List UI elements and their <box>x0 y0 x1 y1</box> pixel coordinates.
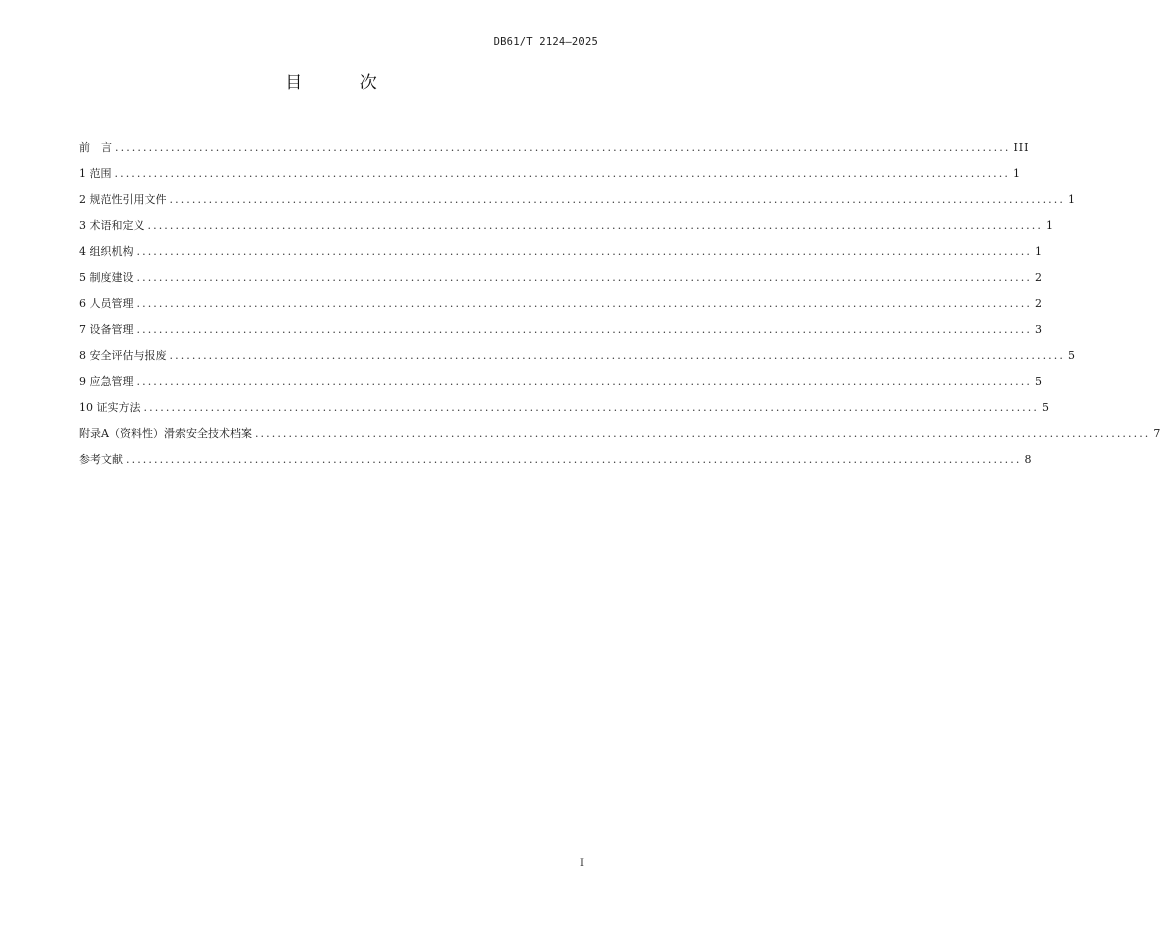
toc-entry-label: 前 言 <box>79 141 112 154</box>
dot-leader: ................................................................................................................................................................ <box>115 141 1011 154</box>
toc-entry-terms-definitions[interactable] <box>79 218 1054 244</box>
dot-leader: ................................................................................................................................................................ <box>136 297 1032 310</box>
toc-entry-label: 参考文献 <box>79 453 123 466</box>
toc-entry-page: 1 <box>1034 245 1043 258</box>
table-of-contents <box>79 140 1161 478</box>
dot-leader: ................................................................................................................................................................ <box>126 453 1022 466</box>
toc-entry-page: 8 <box>1024 453 1033 466</box>
toc-entry-page: 1 <box>1012 167 1021 180</box>
toc-entry-foreword[interactable] <box>79 140 1030 166</box>
toc-entry-label: 7 设备管理 <box>79 323 134 336</box>
toc-entry-page: 2 <box>1034 297 1043 310</box>
dot-leader: ................................................................................................................................................................ <box>147 219 1043 232</box>
dot-leader: ................................................................................................................................................................ <box>114 167 1010 180</box>
toc-entry-label: 3 术语和定义 <box>79 219 145 232</box>
toc-entry-page: 5 <box>1067 349 1076 362</box>
page-number: I <box>580 858 584 869</box>
toc-entry-system-building[interactable] <box>79 270 1043 296</box>
toc-entry-bibliography[interactable] <box>79 452 1033 478</box>
toc-entry-label: 6 人员管理 <box>79 297 134 310</box>
dot-leader: ................................................................................................................................................................ <box>143 401 1039 414</box>
toc-entry-label: 1 范围 <box>79 167 112 180</box>
toc-entry-page: 1 <box>1045 219 1054 232</box>
toc-entry-normative-references[interactable] <box>79 192 1076 218</box>
toc-entry-personnel[interactable] <box>79 296 1043 322</box>
dot-leader: ................................................................................................................................................................ <box>136 323 1032 336</box>
toc-entry-label: 5 制度建设 <box>79 271 134 284</box>
toc-entry-label: 4 组织机构 <box>79 245 134 258</box>
toc-entry-label: 2 规范性引用文件 <box>79 193 167 206</box>
toc-entry-page: 1 <box>1067 193 1076 206</box>
toc-entry-label: 9 应急管理 <box>79 375 134 388</box>
toc-entry-label: 8 安全评估与报废 <box>79 349 167 362</box>
dot-leader: ................................................................................................................................................................ <box>136 375 1032 388</box>
page-title: 目 次 <box>285 73 403 93</box>
toc-entry-page: 5 <box>1041 401 1050 414</box>
toc-entry-emergency[interactable] <box>79 374 1043 400</box>
toc-entry-scope[interactable] <box>79 166 1021 192</box>
toc-entry-label: 附录A（资料性）滑索安全技术档案 <box>79 427 252 440</box>
toc-entry-label: 10 证实方法 <box>79 401 141 414</box>
toc-entry-page: 2 <box>1034 271 1043 284</box>
dot-leader: ................................................................................................................................................................ <box>169 193 1065 206</box>
dot-leader: ................................................................................................................................................................ <box>136 245 1032 258</box>
toc-entry-verification[interactable] <box>79 400 1050 426</box>
toc-entry-page: 3 <box>1034 323 1043 336</box>
toc-entry-equipment[interactable] <box>79 322 1043 348</box>
toc-entry-page: 7 <box>1153 427 1161 440</box>
toc-entry-appendix-a[interactable] <box>79 426 1161 452</box>
toc-entry-page: 5 <box>1034 375 1043 388</box>
toc-entry-safety-assessment[interactable] <box>79 348 1076 374</box>
toc-entry-organization[interactable] <box>79 244 1043 270</box>
dot-leader: ................................................................................................................................................................ <box>136 271 1032 284</box>
dot-leader: ................................................................................................................................................................ <box>169 349 1065 362</box>
dot-leader: ................................................................................................................................................................ <box>254 427 1151 440</box>
toc-entry-page: III <box>1013 141 1030 154</box>
document-code: DB61/T 2124—2025 <box>493 36 598 48</box>
